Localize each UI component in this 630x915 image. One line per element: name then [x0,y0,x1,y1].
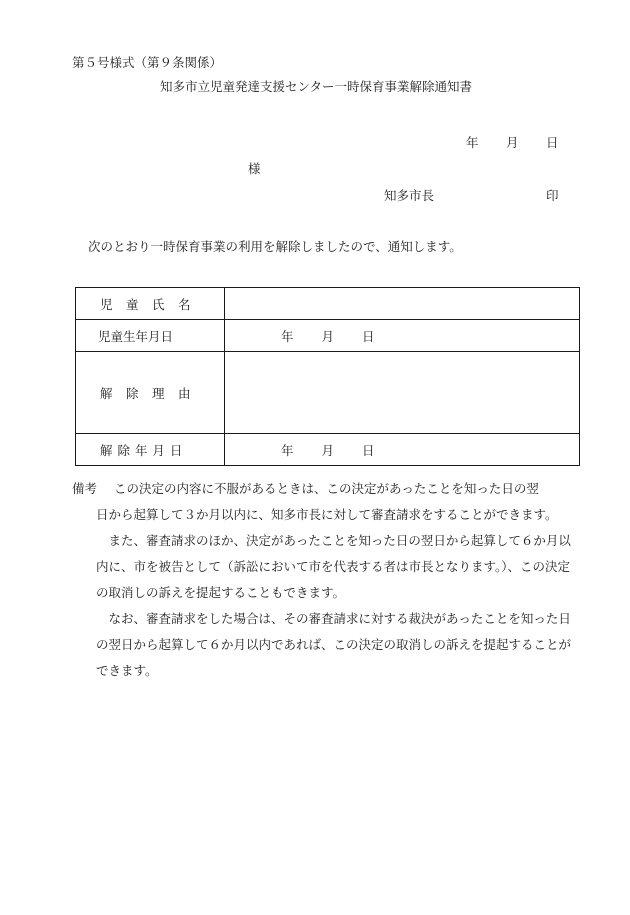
child-name-value[interactable] [225,288,580,320]
document-title: 知多市立児童発達支援センター一時保育事業解除通知書 [160,79,473,94]
addressee-suffix: 様 [248,161,261,176]
birth-year-label: 年 [281,328,294,344]
cancel-date-label: 解 除 年 月 日 [76,434,225,466]
seal-mark: 印 [546,188,559,203]
remarks-heading: 備考 [72,481,98,496]
table-row-child-name [76,288,580,320]
cancel-year-label: 年 [281,442,294,458]
remarks-paragraph-1-line-1: この決定の内容に不服があるときは、この決定があったことを知った日の翌 [114,481,539,496]
date-day-label: 日 [546,135,559,150]
remarks-paragraph-3: なお、審査請求をした場合は、その審査請求に対する裁決があったことを知った日の翌日から起算して６か月以内であれば、この決定の取消しの訴えを提起することができます。 [96,611,572,678]
remarks-section [72,476,580,684]
form-number: 第５号様式（第９条関係） [72,55,223,70]
issuer-name: 知多市長 [384,188,435,203]
date-year-label: 年 [466,135,479,150]
child-name-label: 児 童 氏 名 [76,288,225,320]
birth-date-value[interactable] [225,320,580,352]
table-row-reason [76,352,580,434]
table-row-cancel-date [76,434,580,466]
birth-date-label: 児童生年月日 [76,320,225,352]
birth-month-label: 月 [321,328,335,344]
cancel-date-value[interactable] [225,434,580,466]
reason-value[interactable] [225,352,580,434]
reason-label: 解 除 理 由 [76,352,225,434]
cancel-month-label: 月 [321,442,335,458]
cancel-day-label: 日 [362,442,375,458]
notice-text: 次のとおり一時保育事業の利用を解除しましたので、通知します。 [88,239,462,254]
table-row-birth-date [76,320,580,352]
remarks-paragraph-1-rest: 日から起算して３か月以内に、知多市長に対して審査請求をすることができます。 [96,507,558,522]
remarks-paragraph-2: また、審査請求のほか、決定があったことを知った日の翌日から起算して６か月以内に、市を被告として（訴訟において市を代表する者は市長となります。）、この決定の取消しの訴えを提起することもできます。 [96,533,571,600]
birth-day-label: 日 [362,328,375,344]
notice-table [75,287,580,466]
date-month-label: 月 [506,135,519,150]
